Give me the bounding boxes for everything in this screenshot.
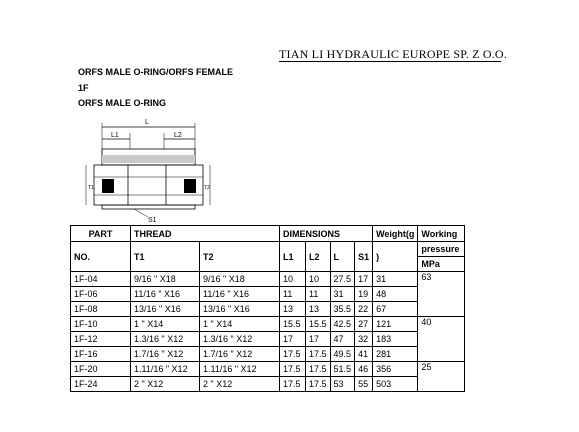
cell-l2: 17 <box>306 332 331 347</box>
header-thread: THREAD <box>131 226 200 242</box>
cell-l: 49.5 <box>330 347 355 362</box>
company-underline <box>279 61 501 62</box>
cell-weight: 31 <box>373 272 418 287</box>
thread-hatch <box>102 155 195 163</box>
product-code: 1F <box>78 83 89 93</box>
header-thread-spacer <box>200 226 280 242</box>
cell-pressure: 25 <box>418 362 465 392</box>
product-title: ORFS MALE O-RING/ORFS FEMALE <box>78 67 233 77</box>
cell-part: 1F-24 <box>71 377 131 392</box>
label-t2: T2 <box>204 185 210 191</box>
cell-weight: 48 <box>373 287 418 302</box>
cell-l1: 10 <box>280 272 306 287</box>
cell-s1: 46 <box>355 362 373 377</box>
product-subtitle: ORFS MALE O-RING <box>78 98 166 108</box>
cell-weight: 281 <box>373 347 418 362</box>
cell-l2: 11 <box>306 287 331 302</box>
cell-s1: 55 <box>355 377 373 392</box>
cell-l1: 17 <box>280 332 306 347</box>
table-row <box>71 347 465 362</box>
header-t2: T2 <box>200 242 280 272</box>
cell-part: 1F-16 <box>71 347 131 362</box>
company-name: TIAN LI HYDRAULIC EUROPE SP. Z O.O. <box>279 47 507 61</box>
header-pressure-c: MPa <box>418 257 465 272</box>
s1-leader <box>134 209 148 217</box>
cell-weight: 356 <box>373 362 418 377</box>
cell-t2: 1.11/16 " X12 <box>200 362 280 377</box>
o-ring-right <box>184 179 196 193</box>
header-part: PART <box>71 226 131 242</box>
cell-s1: 27 <box>355 317 373 332</box>
table-row <box>71 272 465 287</box>
cell-t1: 1.3/16 " X12 <box>131 332 200 347</box>
cell-l1: 17.5 <box>280 377 306 392</box>
cell-l: 42.5 <box>330 317 355 332</box>
cell-part: 1F-08 <box>71 302 131 317</box>
label-l1: L1 <box>111 132 119 139</box>
cell-l1: 17.5 <box>280 347 306 362</box>
cell-t1: 13/16 " X16 <box>131 302 200 317</box>
cell-weight: 503 <box>373 377 418 392</box>
cell-t2: 1.7/16 " X12 <box>200 347 280 362</box>
table-row <box>71 302 465 317</box>
header-t1: T1 <box>131 242 200 272</box>
cell-l2: 13 <box>306 302 331 317</box>
label-l2: L2 <box>174 132 182 139</box>
cell-s1: 17 <box>355 272 373 287</box>
cell-l: 51.5 <box>330 362 355 377</box>
cell-t1: 2 " X12 <box>131 377 200 392</box>
cell-t1: 1 " X14 <box>131 317 200 332</box>
cell-s1: 19 <box>355 287 373 302</box>
cell-s1: 41 <box>355 347 373 362</box>
bottom-outline <box>102 205 195 209</box>
cell-t2: 9/16 " X18 <box>200 272 280 287</box>
header-l1: L1 <box>280 242 306 272</box>
header-l2: L2 <box>306 242 331 272</box>
cell-t1: 11/16 " X16 <box>131 287 200 302</box>
cell-l1: 17.5 <box>280 362 306 377</box>
fitting-drawing <box>82 115 216 223</box>
cell-t2: 1 " X14 <box>200 317 280 332</box>
header-weight-a: Weight(g <box>373 226 418 242</box>
table-row <box>71 317 465 332</box>
cell-part: 1F-06 <box>71 287 131 302</box>
cell-l2: 17.5 <box>306 377 331 392</box>
cell-t1: 9/16 " X18 <box>131 272 200 287</box>
cell-t1: 1.11/16 " X12 <box>131 362 200 377</box>
header-no: NO. <box>71 242 131 272</box>
cell-l2: 17.5 <box>306 362 331 377</box>
header-s1: S1 <box>355 242 373 272</box>
label-l: L <box>145 119 149 126</box>
cell-l: 53 <box>330 377 355 392</box>
header-dimensions-spacer <box>355 226 373 242</box>
cell-l: 47 <box>330 332 355 347</box>
table-row <box>71 332 465 347</box>
header-weight-b: ) <box>373 242 418 272</box>
cell-s1: 22 <box>355 302 373 317</box>
cell-part: 1F-04 <box>71 272 131 287</box>
cell-l: 35.5 <box>330 302 355 317</box>
cell-t2: 11/16 " X16 <box>200 287 280 302</box>
cell-part: 1F-20 <box>71 362 131 377</box>
header-pressure-a: Working <box>418 226 465 242</box>
table-row <box>71 362 465 377</box>
cell-l2: 17.5 <box>306 347 331 362</box>
cell-weight: 67 <box>373 302 418 317</box>
table-row <box>71 287 465 302</box>
cell-l1: 13 <box>280 302 306 317</box>
cell-l1: 11 <box>280 287 306 302</box>
cell-l: 27.5 <box>330 272 355 287</box>
cell-weight: 183 <box>373 332 418 347</box>
header-dimensions: DIMENSIONS <box>280 226 355 242</box>
cell-part: 1F-12 <box>71 332 131 347</box>
cell-t2: 1.3/16 " X12 <box>200 332 280 347</box>
header-l: L <box>330 242 355 272</box>
table-row <box>71 377 465 392</box>
cell-t1: 1.7/16 " X12 <box>131 347 200 362</box>
cell-pressure: 63 <box>418 272 465 317</box>
cell-l2: 15.5 <box>306 317 331 332</box>
label-s1: S1 <box>148 217 157 223</box>
cell-t2: 2 " X12 <box>200 377 280 392</box>
cell-l2: 10 <box>306 272 331 287</box>
cell-l1: 15.5 <box>280 317 306 332</box>
cell-t2: 13/16 " X16 <box>200 302 280 317</box>
o-ring-left <box>102 179 114 193</box>
label-t1: T1 <box>88 185 94 191</box>
spec-table <box>70 225 465 392</box>
cell-pressure: 40 <box>418 317 465 362</box>
cell-part: 1F-10 <box>71 317 131 332</box>
header-pressure-b: pressure <box>418 242 465 257</box>
cell-l: 31 <box>330 287 355 302</box>
cell-s1: 32 <box>355 332 373 347</box>
cell-weight: 121 <box>373 317 418 332</box>
